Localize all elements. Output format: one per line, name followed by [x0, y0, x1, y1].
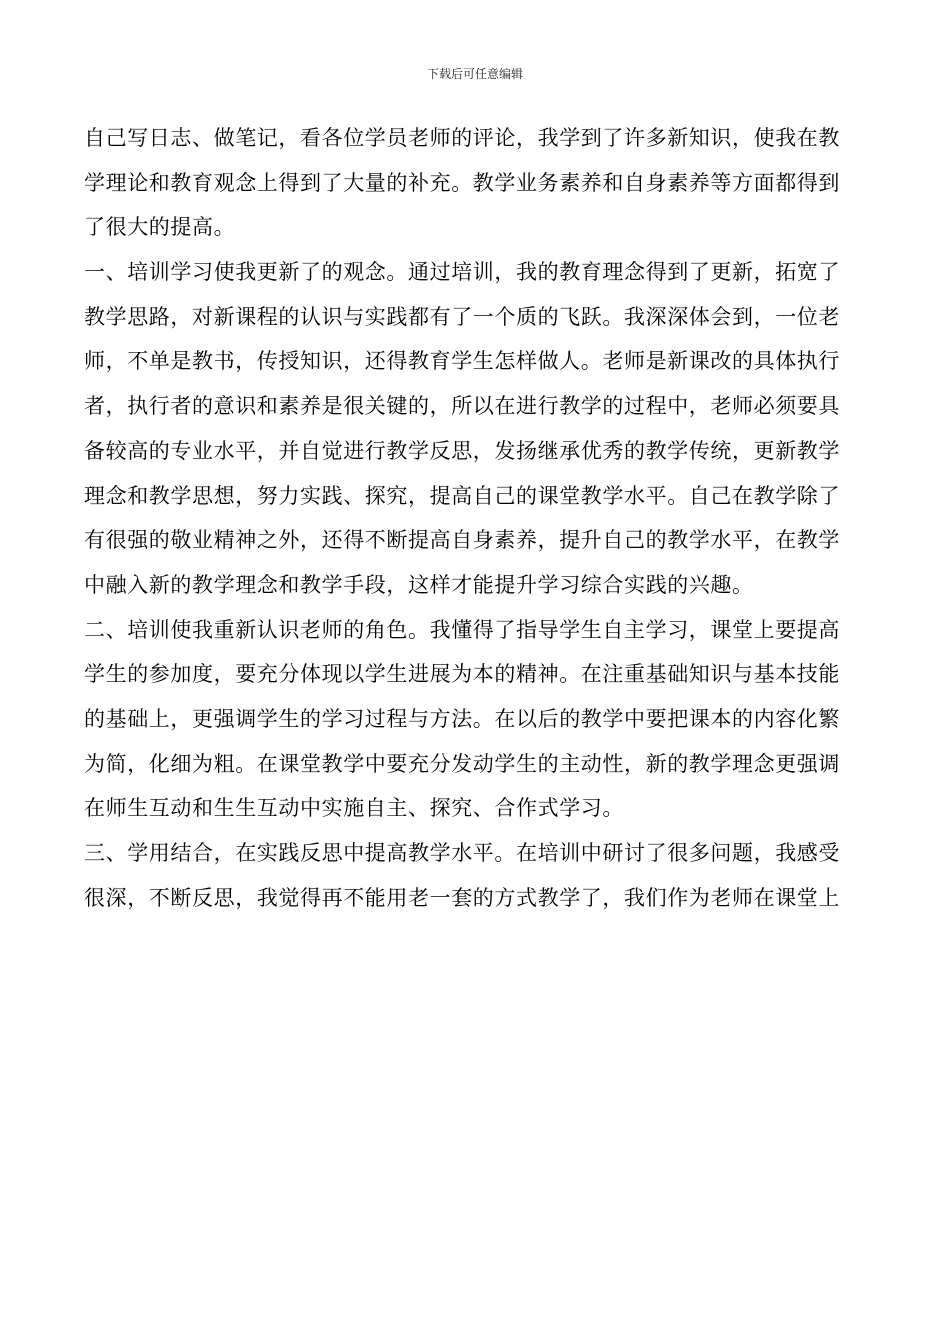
text-line: 三、学用结合，在实践反思中提高教学水平。在培训中研讨了很多问题，我感受: [84, 841, 840, 865]
text-line: 为简，化细为粗。在课堂教学中要充分发动学生的主动性，新的教学理念更强调: [84, 751, 840, 776]
text-line: 的基础上，更强调学生的学习过程与方法。在以后的教学中要把课本的内容化繁: [84, 706, 840, 731]
page-header: 下载后可任意编辑: [426, 67, 523, 81]
text-line: 在师生互动和生生互动中实施自主、探究、合作式学习。: [84, 796, 624, 821]
text-line: 者，执行者的意识和素养是很关键的，所以在进行教学的过程中，老师必须要具: [84, 394, 840, 419]
document-body: [84, 116, 868, 920]
text-line: 二、培训使我重新认识老师的角色。我懂得了指导学生自主学习，课堂上要提高: [84, 617, 840, 642]
text-line: 一、培训学习使我更新了的观念。通过培训，我的教育理念得到了更新，拓宽了: [84, 260, 840, 285]
text-line: 学生的参加度，要充分体现以学生进展为本的精神。在注重基础知识与基本技能: [84, 662, 840, 687]
text-line: 师，不单是教书，传授知识，还得教育学生怎样做人。老师是新课改的具体执行: [84, 349, 840, 374]
text-line: 教学思路，对新课程的认识与实践都有了一个质的飞跃。我深深体会到，一位老: [84, 304, 840, 329]
text-line: 自己写日志、做笔记，看各位学员老师的评论，我学到了许多新知识，使我在教: [84, 126, 840, 150]
text-line: 有很强的敬业精神之外，还得不断提高自身素养，提升自己的教学水平，在教学: [84, 528, 840, 553]
text-line: 理念和教学思想，努力实践、探究，提高自己的课堂教学水平。自己在教学除了: [84, 483, 840, 508]
text-line: 学理论和教育观念上得到了大量的补充。教学业务素养和自身素养等方面都得到: [84, 170, 840, 195]
text-line: 很深，不断反思，我觉得再不能用老一套的方式教学了，我们作为老师在课堂上: [84, 885, 840, 910]
text-line: 了很大的提高。: [84, 215, 236, 240]
text-line: 中融入新的教学理念和教学手段，这样才能提升学习综合实践的兴趣。: [84, 572, 754, 597]
text-line: 备较高的专业水平，并自觉进行教学反思，发扬继承优秀的教学传统，更新教学: [84, 438, 840, 463]
